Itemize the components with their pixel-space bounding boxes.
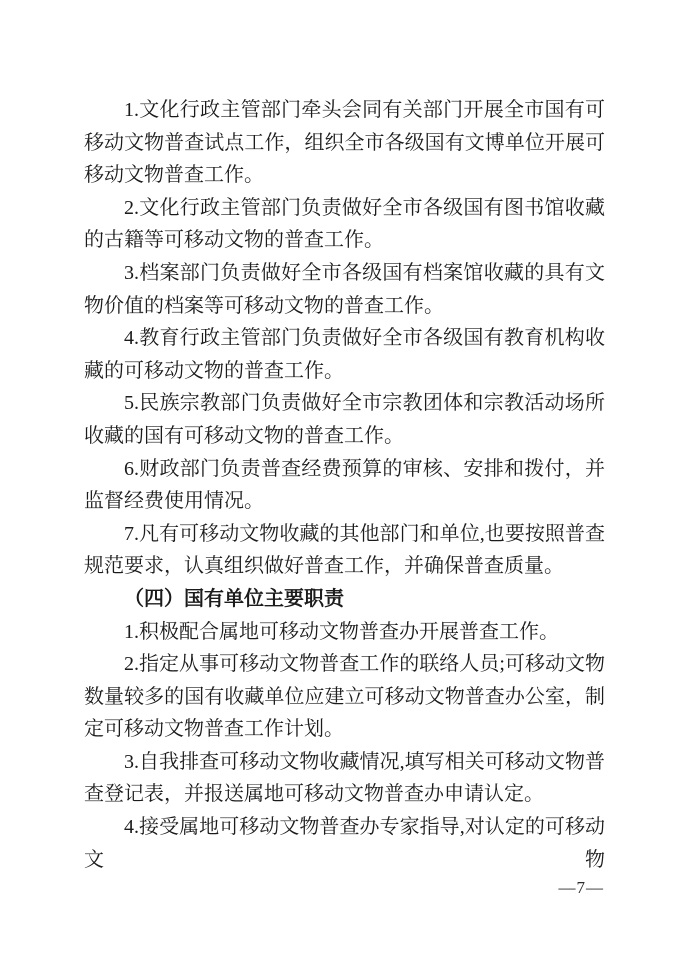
section-heading: （四）国有单位主要职责 xyxy=(124,587,344,610)
paragraph: 3.档案部门负责做好全市各级国有档案馆收藏的具有文物价值的档案等可移动文物的普查工作。 xyxy=(84,261,605,317)
document-body xyxy=(84,94,605,876)
paragraph: 6.财政部门负责普查经费预算的审核、安排和拨付，并监督经费使用情况。 xyxy=(84,457,605,513)
paragraph: 1.文化行政主管部门牵头会同有关部门开展全市国有可移动文物普查试点工作，组织全市各级国有文博单位开展可移动文物普查工作。 xyxy=(84,99,605,187)
page-number: —7— xyxy=(558,878,604,897)
paragraph: 4.接受属地可移动文物普查办专家指导,对认定的可移动文物 xyxy=(84,816,605,871)
paragraph: 1.积极配合属地可移动文物普查办开展普查工作。 xyxy=(124,620,559,643)
paragraph: 2.指定从事可移动文物普查工作的联络人员;可移动文物数量较多的国有收藏单位应建立可移动文物普查办公室，制定可移动文物普查工作计划。 xyxy=(84,653,605,741)
paragraph: 3.自我排查可移动文物收藏情况,填写相关可移动文物普查登记表，并报送属地可移动文物普查办申请认定。 xyxy=(84,750,605,806)
paragraph: 4.教育行政主管部门负责做好全市各级国有教育机构收藏的可移动文物的普查工作。 xyxy=(84,327,605,382)
paragraph: 7.凡有可移动文物收藏的其他部门和单位,也要按照普查规范要求，认真组织做好普查工作，并确保普查质量。 xyxy=(84,522,605,578)
paragraph: 2.文化行政主管部门负责做好全市各级国有图书馆收藏的古籍等可移动文物的普查工作。 xyxy=(84,196,605,252)
paragraph: 5.民族宗教部门负责做好全市宗教团体和宗教活动场所收藏的国有可移动文物的普查工作。 xyxy=(84,392,605,447)
